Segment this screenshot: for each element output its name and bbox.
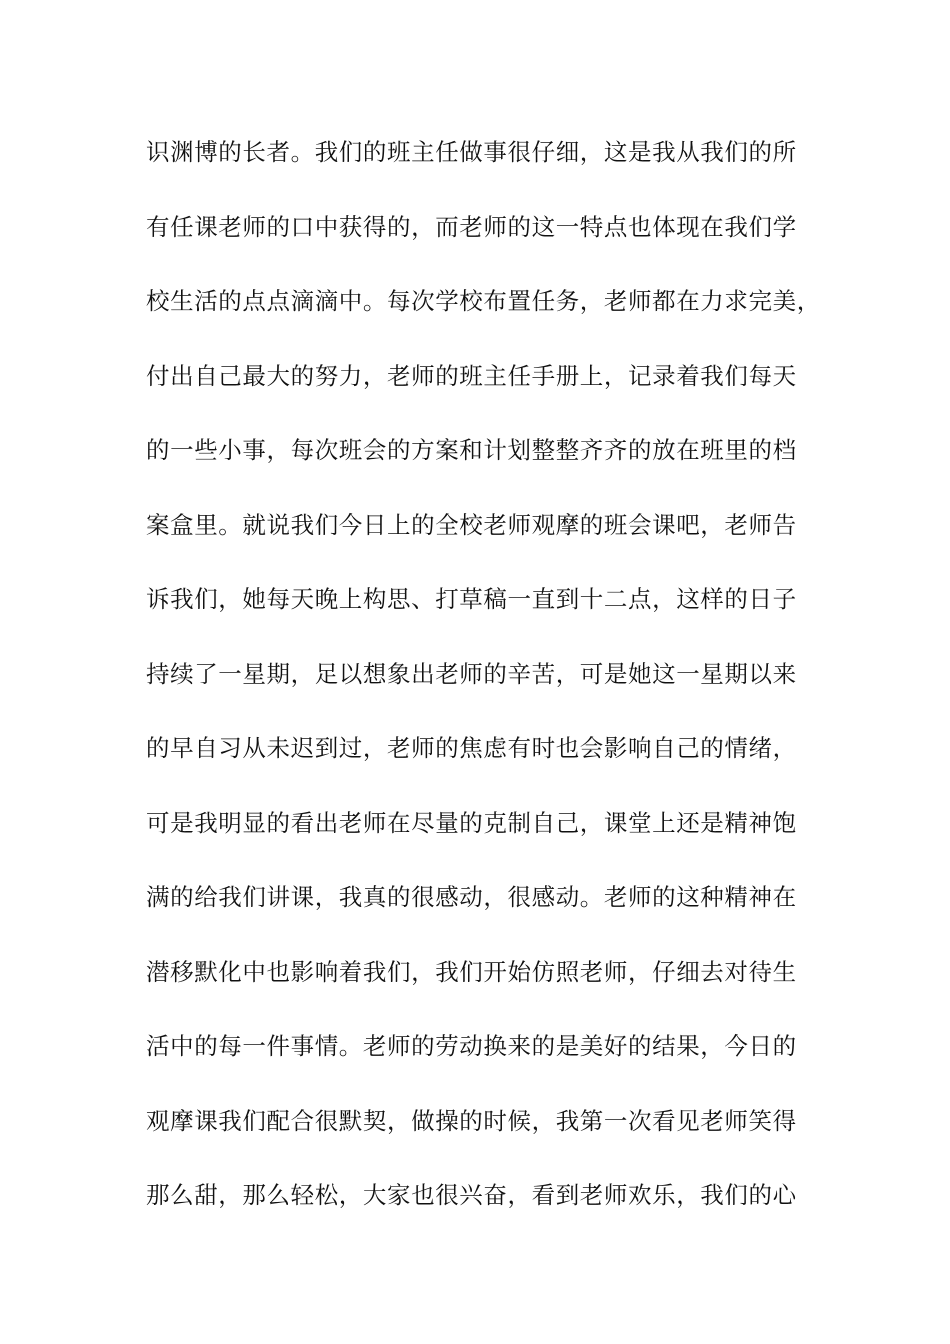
text-line: 付出自己最大的努力，老师的班主任手册上，记录着我们每天	[146, 361, 797, 390]
text-line: 观摩课我们配合很默契，做操的时候，我第一次看见老师笑得	[146, 1106, 797, 1135]
text-line: 校生活的点点滴滴中。每次学校布置任务，老师都在力求完美，	[146, 287, 821, 315]
text-line: 满的给我们讲课，我真的很感动，很感动。老师的这种精神在	[146, 883, 797, 911]
text-line: 那么甜，那么轻松，大家也很兴奋，看到老师欢乐，我们的心	[146, 1181, 797, 1209]
text-line: 案盒里。就说我们今日上的全校老师观摩的班会课吧，老师告	[146, 510, 797, 539]
text-line: 潜移默化中也影响着我们，我们开始仿照老师，仔细去对待生	[146, 957, 797, 986]
text-line: 的一些小事，每次班会的方案和计划整整齐齐的放在班里的档	[146, 436, 797, 464]
text-line: 有任课老师的口中获得的，而老师的这一特点也体现在我们学	[146, 212, 797, 241]
body-text	[146, 128, 836, 1246]
text-line: 持续了一星期，足以想象出老师的辛苦，可是她这一星期以来	[146, 659, 797, 688]
text-line: 可是我明显的看出老师在尽量的克制自己，课堂上还是精神饱	[146, 808, 797, 837]
text-line: 识渊博的长者。我们的班主任做事很仔细，这是我从我们的所	[146, 138, 797, 166]
text-line: 的早自习从未迟到过，老师的焦虑有时也会影响自己的情绪，	[146, 734, 797, 762]
text-line: 活中的每一件事情。老师的劳动换来的是美好的结果，今日的	[146, 1032, 797, 1060]
text-line: 诉我们，她每天晚上构思、打草稿一直到十二点，这样的日子	[146, 585, 797, 613]
